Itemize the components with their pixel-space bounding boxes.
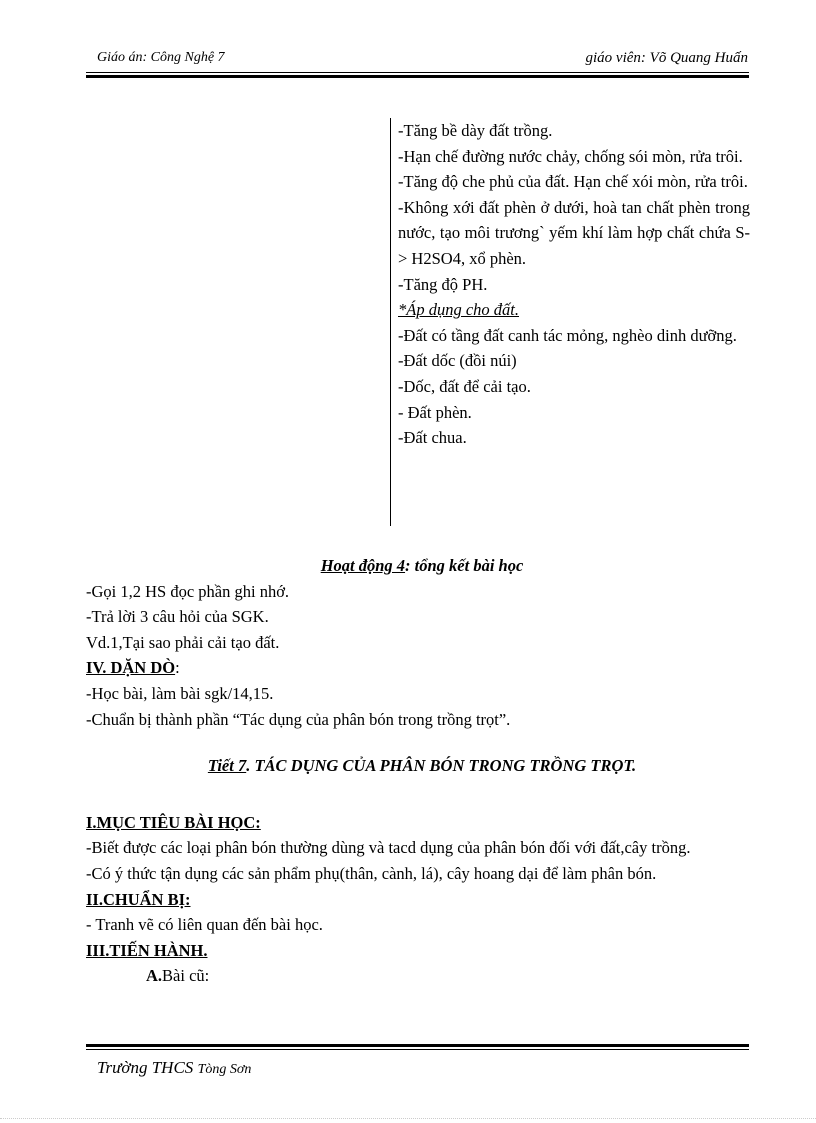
section4-colon: :	[175, 658, 180, 678]
column-line: -Đất dốc (đồi núi)	[398, 351, 517, 371]
column-line: -Tăng độ che phủ của đất. Hạn chế xói mòn, rửa trôi.	[398, 172, 748, 192]
apply-heading: *Áp dụng cho đất.	[398, 300, 519, 320]
footer-rule-thin	[86, 1049, 749, 1050]
proceed-sub	[86, 963, 758, 989]
objectives-title: I.MỤC TIÊU BÀI HỌC:	[86, 812, 261, 832]
column-line: -Đất chua.	[398, 428, 467, 448]
column-line: -Tăng bề dày đất trồng.	[398, 121, 553, 140]
objectives-line: -Biết được các loại phân bón thường dùng và tacd dụng của phân bón đối với đất,cây trồng.	[86, 838, 691, 858]
page-edge	[0, 1118, 816, 1119]
proceed-sub-text: Bài cũ:	[162, 966, 210, 986]
column-line: -Tăng độ PH.	[398, 274, 488, 294]
section4-title: IV. DẶN DÒ	[86, 658, 176, 678]
footer-main: Trường THCS	[97, 1058, 198, 1077]
lesson-title: Tiết 7	[207, 756, 247, 776]
prep-title: II.CHUẨN BỊ:	[86, 889, 191, 909]
header-rule-thick	[86, 75, 749, 78]
section4-line: -Học bài, làm bài sgk/14,15.	[86, 683, 274, 703]
column-line: -Đất có tầng đất canh tác mỏng, nghèo dinh dưỡng.	[398, 325, 737, 345]
header-right: giáo viên: Võ Quang Huấn	[585, 50, 748, 66]
activity-line: -Gọi 1,2 HS đọc phần ghi nhớ.	[86, 581, 290, 601]
proceed-title: III.TIẾN HÀNH.	[86, 940, 208, 960]
proceed-sub-label: A.	[146, 966, 163, 986]
prep-line: - Tranh vẽ có liên quan đến bài học.	[86, 915, 323, 935]
lesson-subtitle: . TÁC DỤNG CỦA PHÂN BÓN TRONG TRỒNG TRỌT.	[246, 756, 637, 776]
objectives-line: -Có ý thức tận dụng các sản phẩm phụ(thân, cành, lá), cây hoang dại để làm phân bón.	[86, 863, 657, 883]
lesson-heading	[86, 753, 758, 779]
column-line: -Không xới đất phèn ở dưới, hoà tan chất phèn trong nước, tạo môi trương` yếm khí làm hợp chất chứa S-> H2SO4, xổ phèn.	[398, 197, 750, 268]
header-left: Giáo án: Công Nghệ 7	[97, 50, 225, 65]
column-line: - Đất phèn.	[398, 402, 472, 422]
activity-heading	[86, 553, 758, 579]
activity-subtitle: : tổng kết bài học	[405, 556, 524, 575]
right-column	[390, 118, 750, 526]
activity-title: Hoạt động 4	[320, 556, 406, 575]
section4-heading	[86, 655, 758, 681]
section4-line: -Chuẩn bị thành phần “Tác dụng của phân bón trong trồng trọt”.	[86, 709, 511, 729]
header-rule-thin	[86, 72, 749, 73]
footer-small: Tòng Sơn	[197, 1062, 252, 1077]
column-line: -Hạn chế đường nước chảy, chống sói mòn, rửa trôi.	[398, 146, 743, 166]
footer-rule-thick	[86, 1044, 749, 1047]
column-line: -Dốc, đất để cải tạo.	[398, 376, 531, 396]
activity-line: -Trả lời 3 câu hỏi của SGK.	[86, 607, 269, 627]
main-body	[86, 553, 758, 989]
activity-line: Vd.1,Tại sao phải cải tạo đất.	[86, 632, 280, 652]
footer-text	[97, 1058, 251, 1078]
